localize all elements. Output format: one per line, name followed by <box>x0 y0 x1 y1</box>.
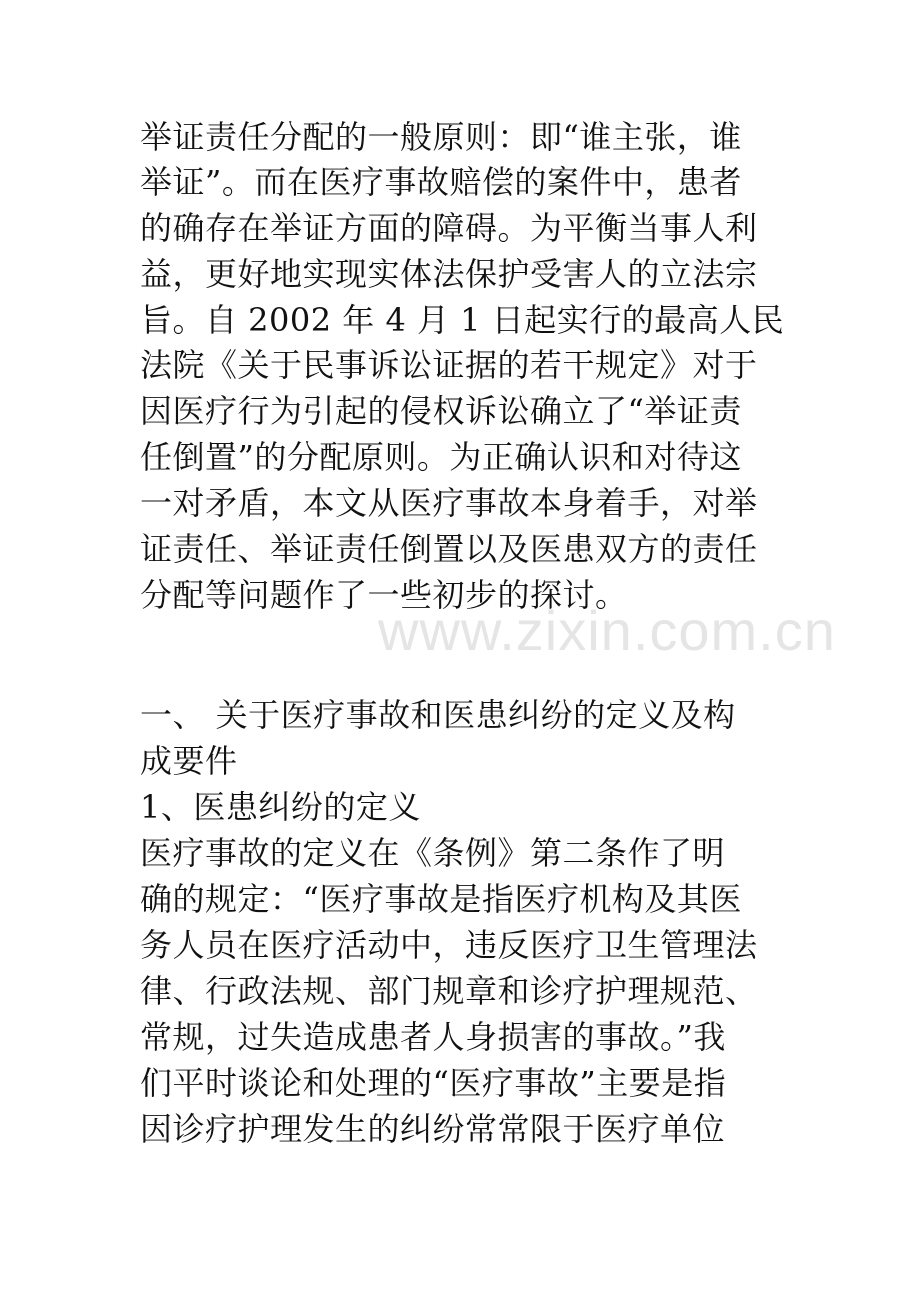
definition-line: 务人员在医疗活动中，违反医疗卫生管理法 <box>140 926 758 964</box>
intro-line: 的确存在举证方面的障碍。为平衡当事人利 <box>140 209 758 247</box>
definition-line: 确的规定：“医疗事故是指医疗机构及其医 <box>140 880 742 918</box>
intro-line: 法院《关于民事诉讼证据的若干规定》对于 <box>140 346 758 384</box>
watermark: www.zixin.com.cn <box>378 599 836 662</box>
definition-line: 常规，过失造成患者人身损害的事故。”我 <box>140 1018 726 1056</box>
intro-line: 一对矛盾，本文从医疗事故本身着手，对举 <box>140 484 758 522</box>
intro-line: 分配等问题作了一些初步的探讨。 <box>140 576 628 614</box>
section-heading: 成要件 <box>140 742 238 780</box>
intro-line: 因医疗行为引起的侵权诉讼确立了“举证责 <box>140 392 742 430</box>
intro-line: 益，更好地实现实体法保护受害人的立法宗 <box>140 255 758 293</box>
intro-line: 举证”。而在医疗事故赔偿的案件中，患者 <box>140 163 742 201</box>
intro-line: 任倒置”的分配原则。为正确认识和对待这 <box>140 438 742 476</box>
intro-line: 举证责任分配的一般原则：即“谁主张，谁 <box>140 118 742 156</box>
definition-line: 医疗事故的定义在《条例》第二条作了明 <box>140 834 726 872</box>
definition-line: 律、行政法规、部门规章和诊疗护理规范、 <box>140 972 758 1010</box>
definition-line: 因诊疗护理发生的纠纷常常限于医疗单位 <box>140 1110 726 1148</box>
section-heading: 一、 关于医疗事故和医患纠纷的定义及构 <box>140 696 736 734</box>
intro-line: 证责任、举证责任倒置以及医患双方的责任 <box>140 530 758 568</box>
definition-line: 们平时谈论和处理的“医疗事故”主要是指 <box>140 1064 727 1102</box>
subsection-heading: 1、医患纠纷的定义 <box>140 788 421 826</box>
intro-line: 旨。自 2002 年 4 月 1 日起实行的最高人民 <box>140 301 785 339</box>
